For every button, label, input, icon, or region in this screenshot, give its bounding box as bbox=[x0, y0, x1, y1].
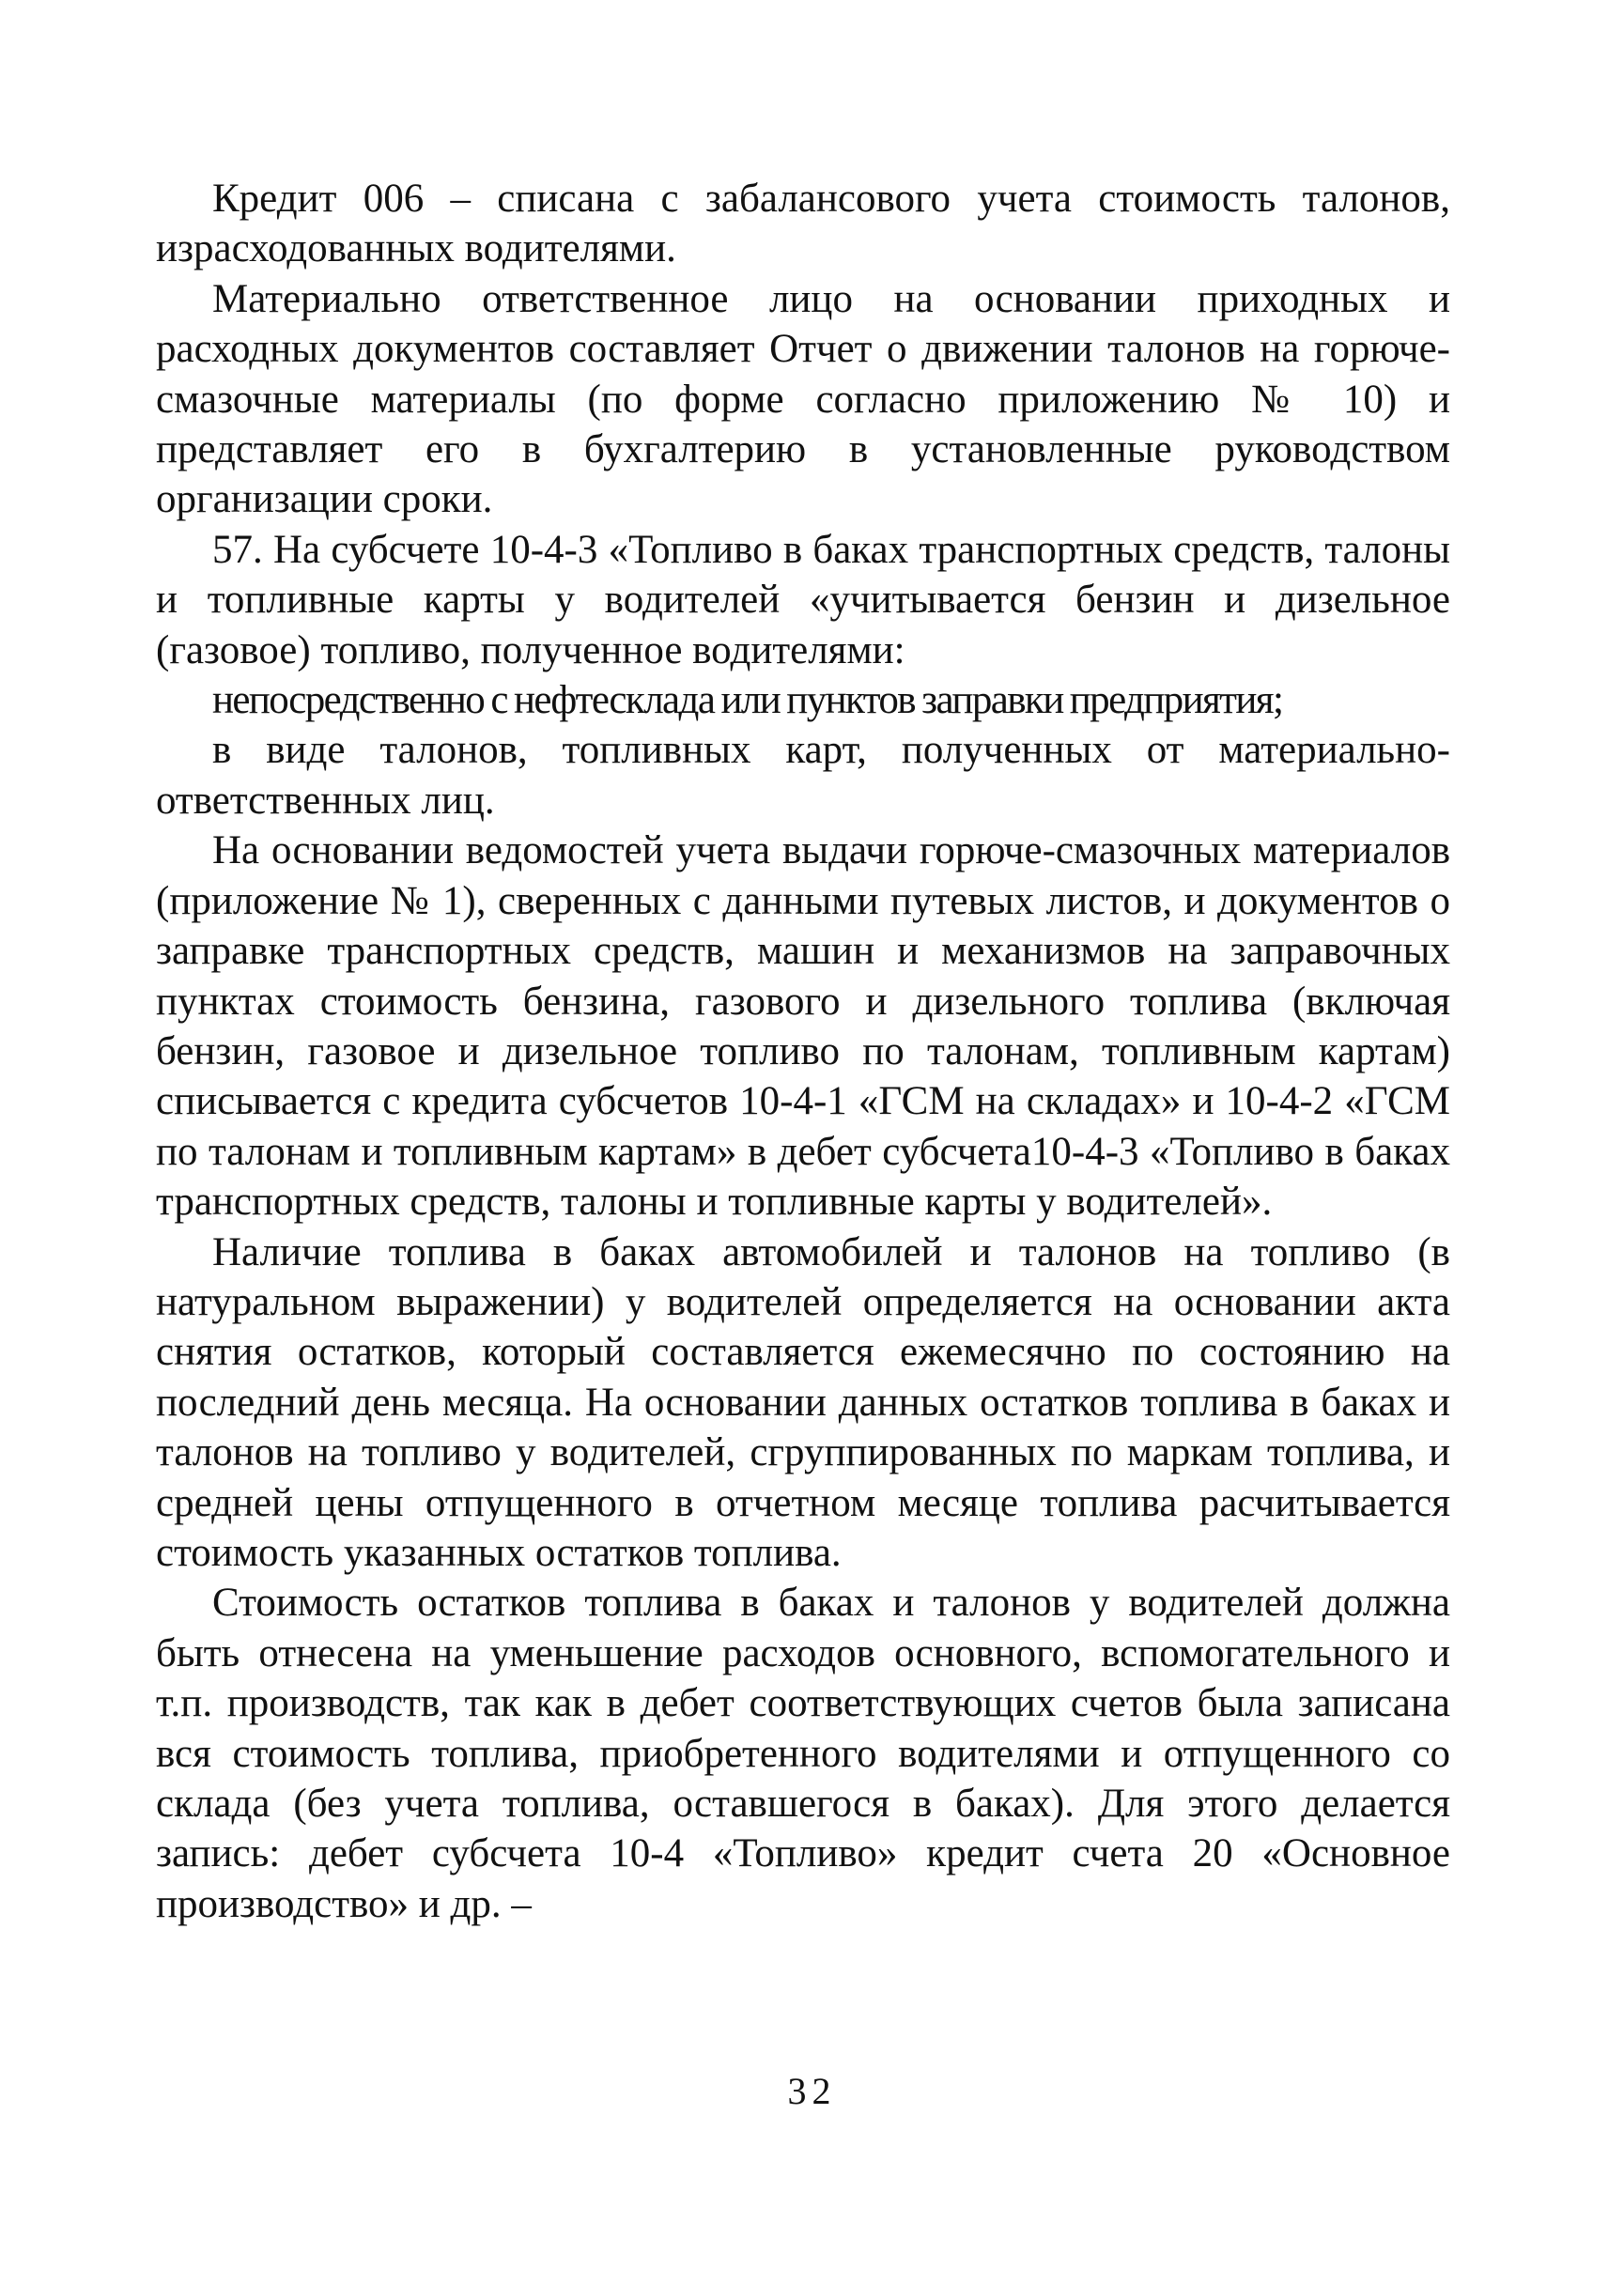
paragraph-list-item-direct: непосредственно с нефтесклада или пунктов заправки предприятия; bbox=[212, 678, 1283, 723]
paragraph-credit-006: Кредит 006 – списана с забалансового учета стоимость талонов, израсходованных водителями. bbox=[156, 177, 1450, 271]
paragraph-residual-cost: Стоимость остатков топлива в баках и талонов у водителей должна быть отнесена на уменьшение расходов основного, вспомогательного и т.п. производств, так как в дебет соответствующих счетов была записана вся стоимость топлива, приобретенного водителями и отпущенного со склада (без учета топлива, оставшегося в баках). Для этого делается запись: дебет субсчета 10-4 «Топливо» кредит счета 20 «Основное производство» и др. – bbox=[156, 1581, 1450, 1926]
paragraph-list-item-coupons: в виде талонов, топливных карт, полученных от материально-ответственных лиц. bbox=[156, 728, 1450, 823]
body-text bbox=[156, 174, 1450, 1929]
paragraph-responsible-person: Материально ответственное лицо на основании приходных и расходных документов составляет Отчет о движении талонов на горюче-смазочные материалы (по форме согласно приложению № 10) и представляет его в бухгалтерию в установленные руководством организации сроки. bbox=[156, 276, 1450, 522]
page-number: 32 bbox=[787, 2070, 837, 2112]
paragraph-fuel-in-tanks: Наличие топлива в баках автомобилей и талонов на топливо (в натуральном выражении) у водителей определяется на основании акта снятия остатков, который составляется ежемесячно по состоянию на последний день месяца. На основании данных остатков топлива в баках и талонов на топливо у водителей, сгруппированных по маркам топлива, и средней цены отпущенного в отчетном месяце топлива расчитывается стоимость указанных остатков топлива. bbox=[156, 1229, 1450, 1575]
paragraph-statements: На основании ведомостей учета выдачи горюче-смазочных материалов (приложение № 1), сверенных с данными путевых листов, и документов о заправке транспортных средств, машин и механизмов на заправочных пунктах стоимость бензина, газового и дизельного топлива (включая бензин, газовое и дизельное топливо по талонам, топливным картам) списывается с кредита субсчетов 10-4-1 «ГСМ на складах» и 10-4-2 «ГСМ по талонам и топливным картам» в дебет субсчета10-4-3 «Топливо в баках транспортных средств, талоны и топливные карты у водителей». bbox=[156, 828, 1450, 1225]
paragraph-subaccount-10-4-3: 57. На субсчете 10-4-3 «Топливо в баках транспортных средств, талоны и топливные карты у водителей «учитывается бензин и дизельное (газовое) топливо, полученное водителями: bbox=[156, 527, 1450, 672]
